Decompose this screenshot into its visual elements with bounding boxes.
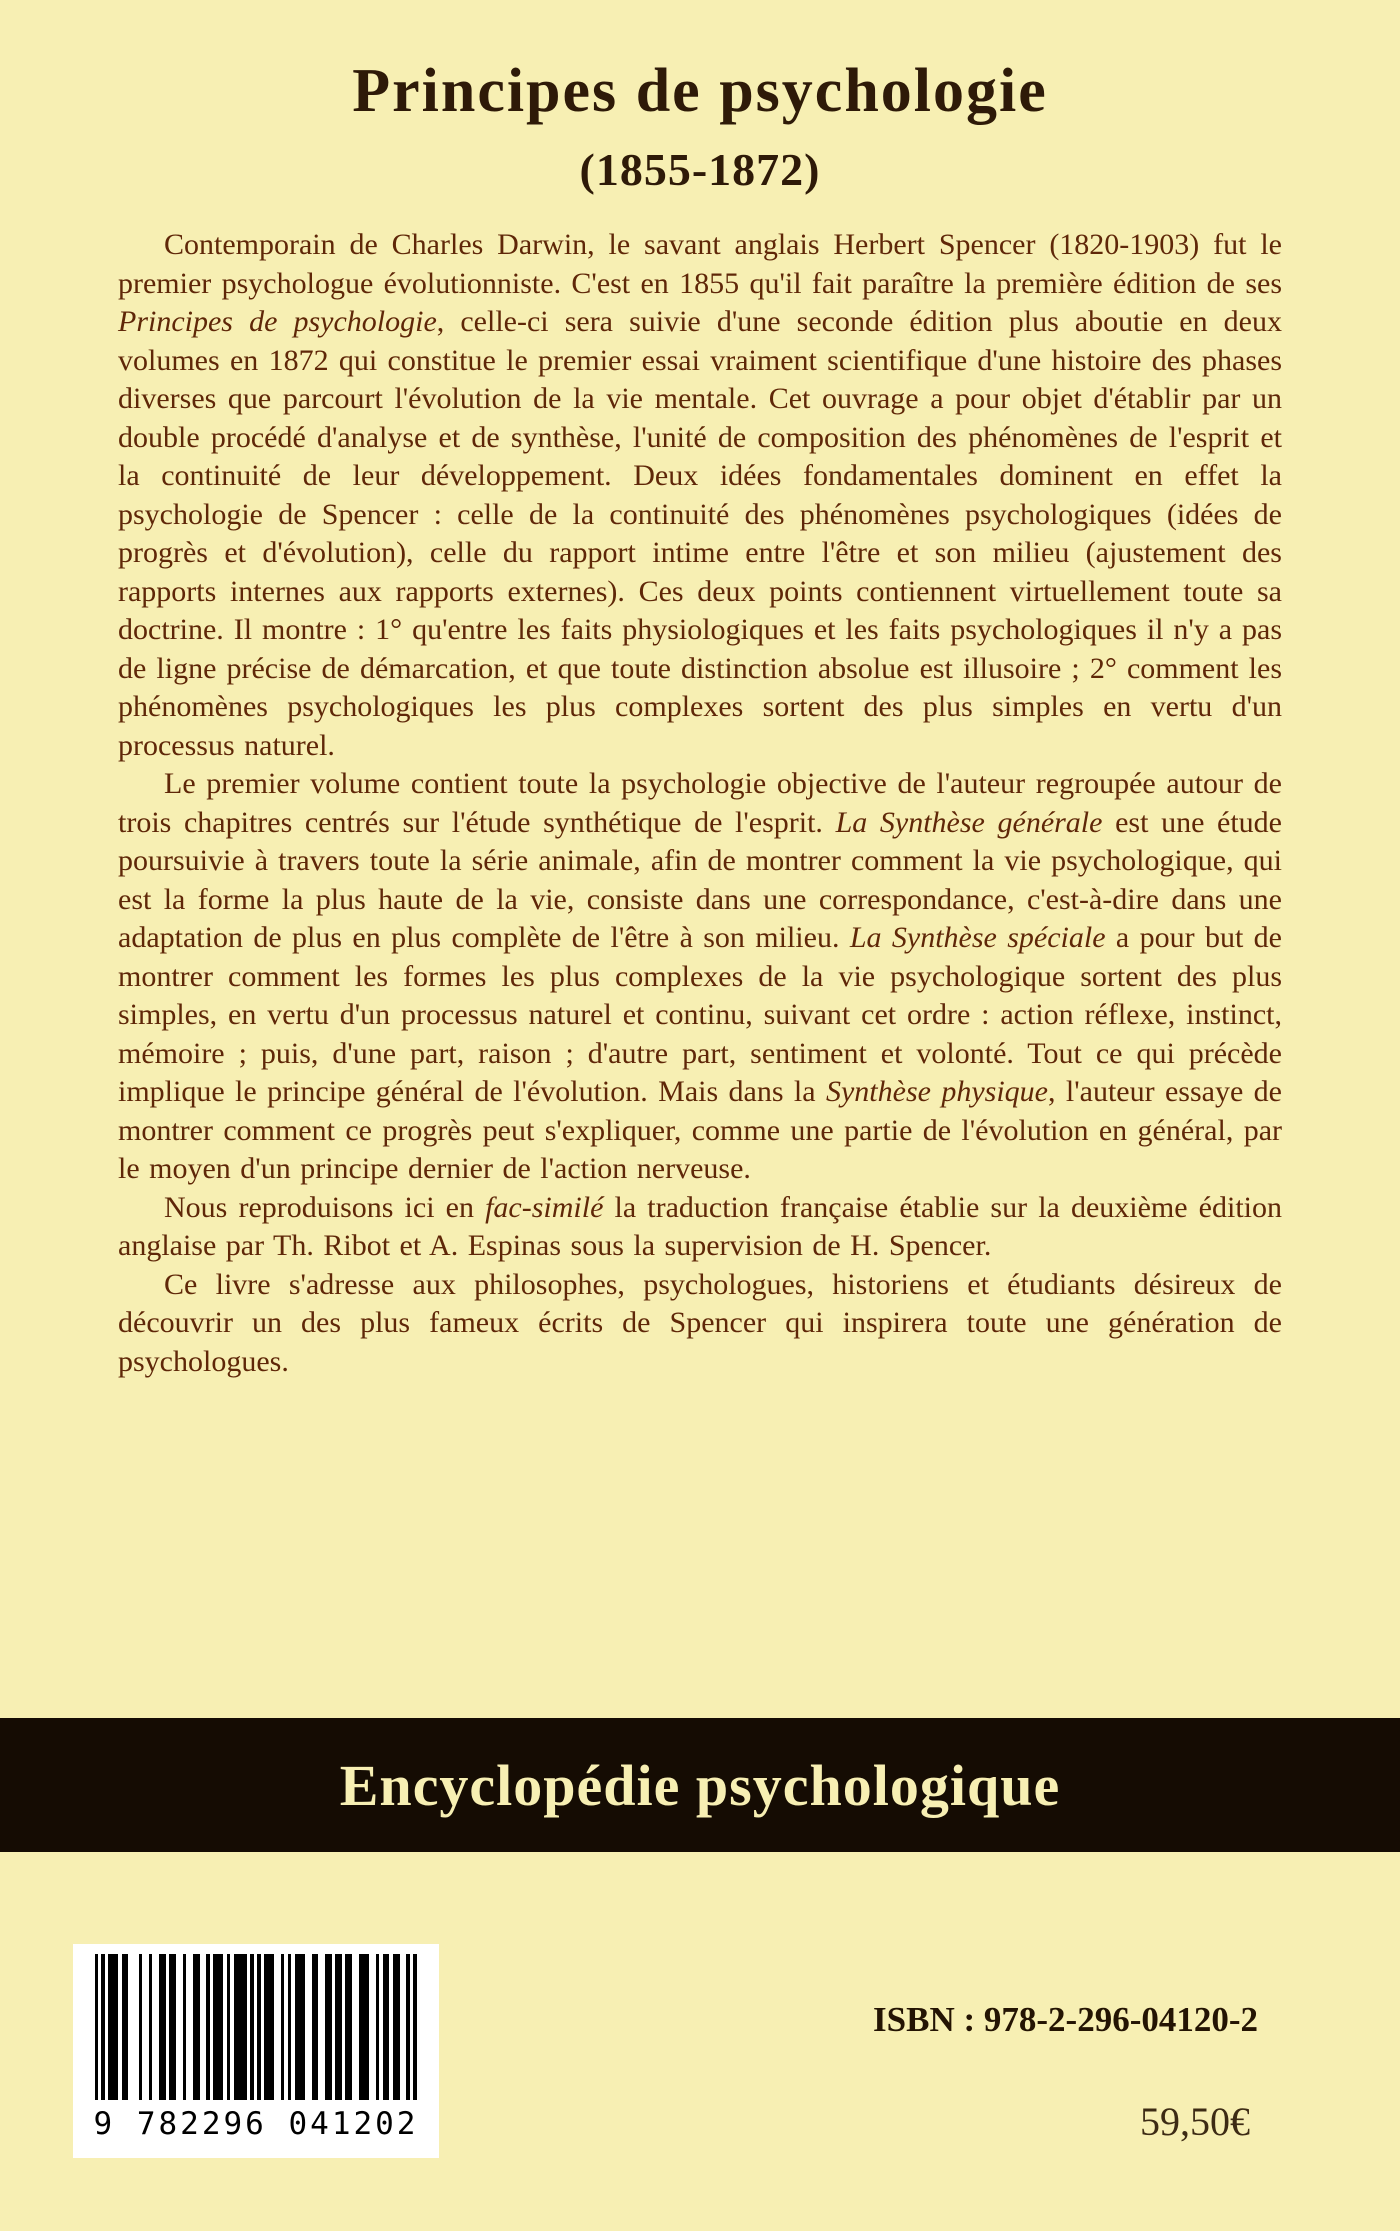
- paragraph: Ce livre s'adresse aux philosophes, psychologues, historiens et étudiants désireux de découvrir un des plus fameux écrits de Spencer qui inspirera toute une génération de psychologues.: [118, 1267, 1282, 1378]
- series-title: Encyclopédie psychologique: [339, 1752, 1061, 1818]
- barcode-digits: 9 782296 041202: [93, 2106, 419, 2142]
- paragraph: Le premier volume contient toute la psychologie objective de l'auteur regroupée autour de trois chapitres centrés sur l'étude synthétique de l'esprit. La Synthèse générale est une étude poursuivie à travers toute la série animale, afin de montrer comment la vie psychologique, qui est la forme la plus haute de la vie, consiste dans une correspondance, c'est-à-dire dans une adaptation de plus en plus complète de l'être à son milieu. La Synthèse spéciale a pour but de montrer comment les formes les plus complexes de la vie psychologique sortent des plus simples, en vertu d'un processus naturel et continu, suivant cet ordre : action réflexe, instinct, mémoire ; puis, d'une part, raison ; d'autre part, sentiment et volonté. Tout ce qui précède implique le principe général de l'évolution. Mais dans la Synthèse physique, l'auteur essaye de montrer comment ce progrès peut s'expliquer, comme une partie de l'évolution en général, par le moyen d'un principe dernier de l'action nerveuse.: [118, 767, 1282, 1185]
- barcode: [73, 1944, 439, 2158]
- barcode-bars: [95, 1954, 418, 2100]
- book-subtitle: (1855-1872): [579, 144, 821, 195]
- paragraph: Nous reproduisons ici en fac-similé la traduction française établie sur la deuxième édition anglaise par Th. Ribot et A. Espinas sous la supervision de H. Spencer.: [118, 1190, 1283, 1262]
- paragraph: Contemporain de Charles Darwin, le savant anglais Herbert Spencer (1820-1903) fut le premier psychologue évolutionniste. C'est en 1855 qu'il fait paraître la première édition de ses Principes de psychologie, celle-ci sera suivie d'une seconde édition plus aboutie en deux volumes en 1872 qui constitue le premier essai vraiment scientifique d'une histoire des phases diverses que parcourt l'évolution de la vie mentale. Cet ouvrage a pour objet d'établir par un double procédé d'analyse et de synthèse, l'unité de composition des phénomènes de l'esprit et la continuité de leur développement. Deux idées fondamentales dominent en effet la psychologie de Spencer : celle de la continuité des phénomènes psychologiques (idées de progrès et d'évolution), celle du rapport intime entre l'être et son milieu (ajustement des rapports internes aux rapports externes). Ces deux points contiennent virtuellement toute sa doctrine. Il montre : 1° qu'entre les faits physiologiques et les faits psychologiques il n'y a pas de ligne précise de démarcation, et que toute distinction absolue est illusoire ; 2° comment les phénomènes psychologiques les plus complexes sortent des plus simples en vertu d'un processus naturel.: [118, 228, 1282, 762]
- synopsis: [118, 226, 1282, 1381]
- price-label: 59,50€: [1140, 2099, 1250, 2144]
- barcode-module: [413, 1954, 416, 2100]
- book-title: Principes de psychologie: [352, 57, 1048, 125]
- isbn-label: ISBN : 978-2-296-04120-2: [873, 2000, 1258, 2039]
- series-band: [0, 1718, 1400, 1852]
